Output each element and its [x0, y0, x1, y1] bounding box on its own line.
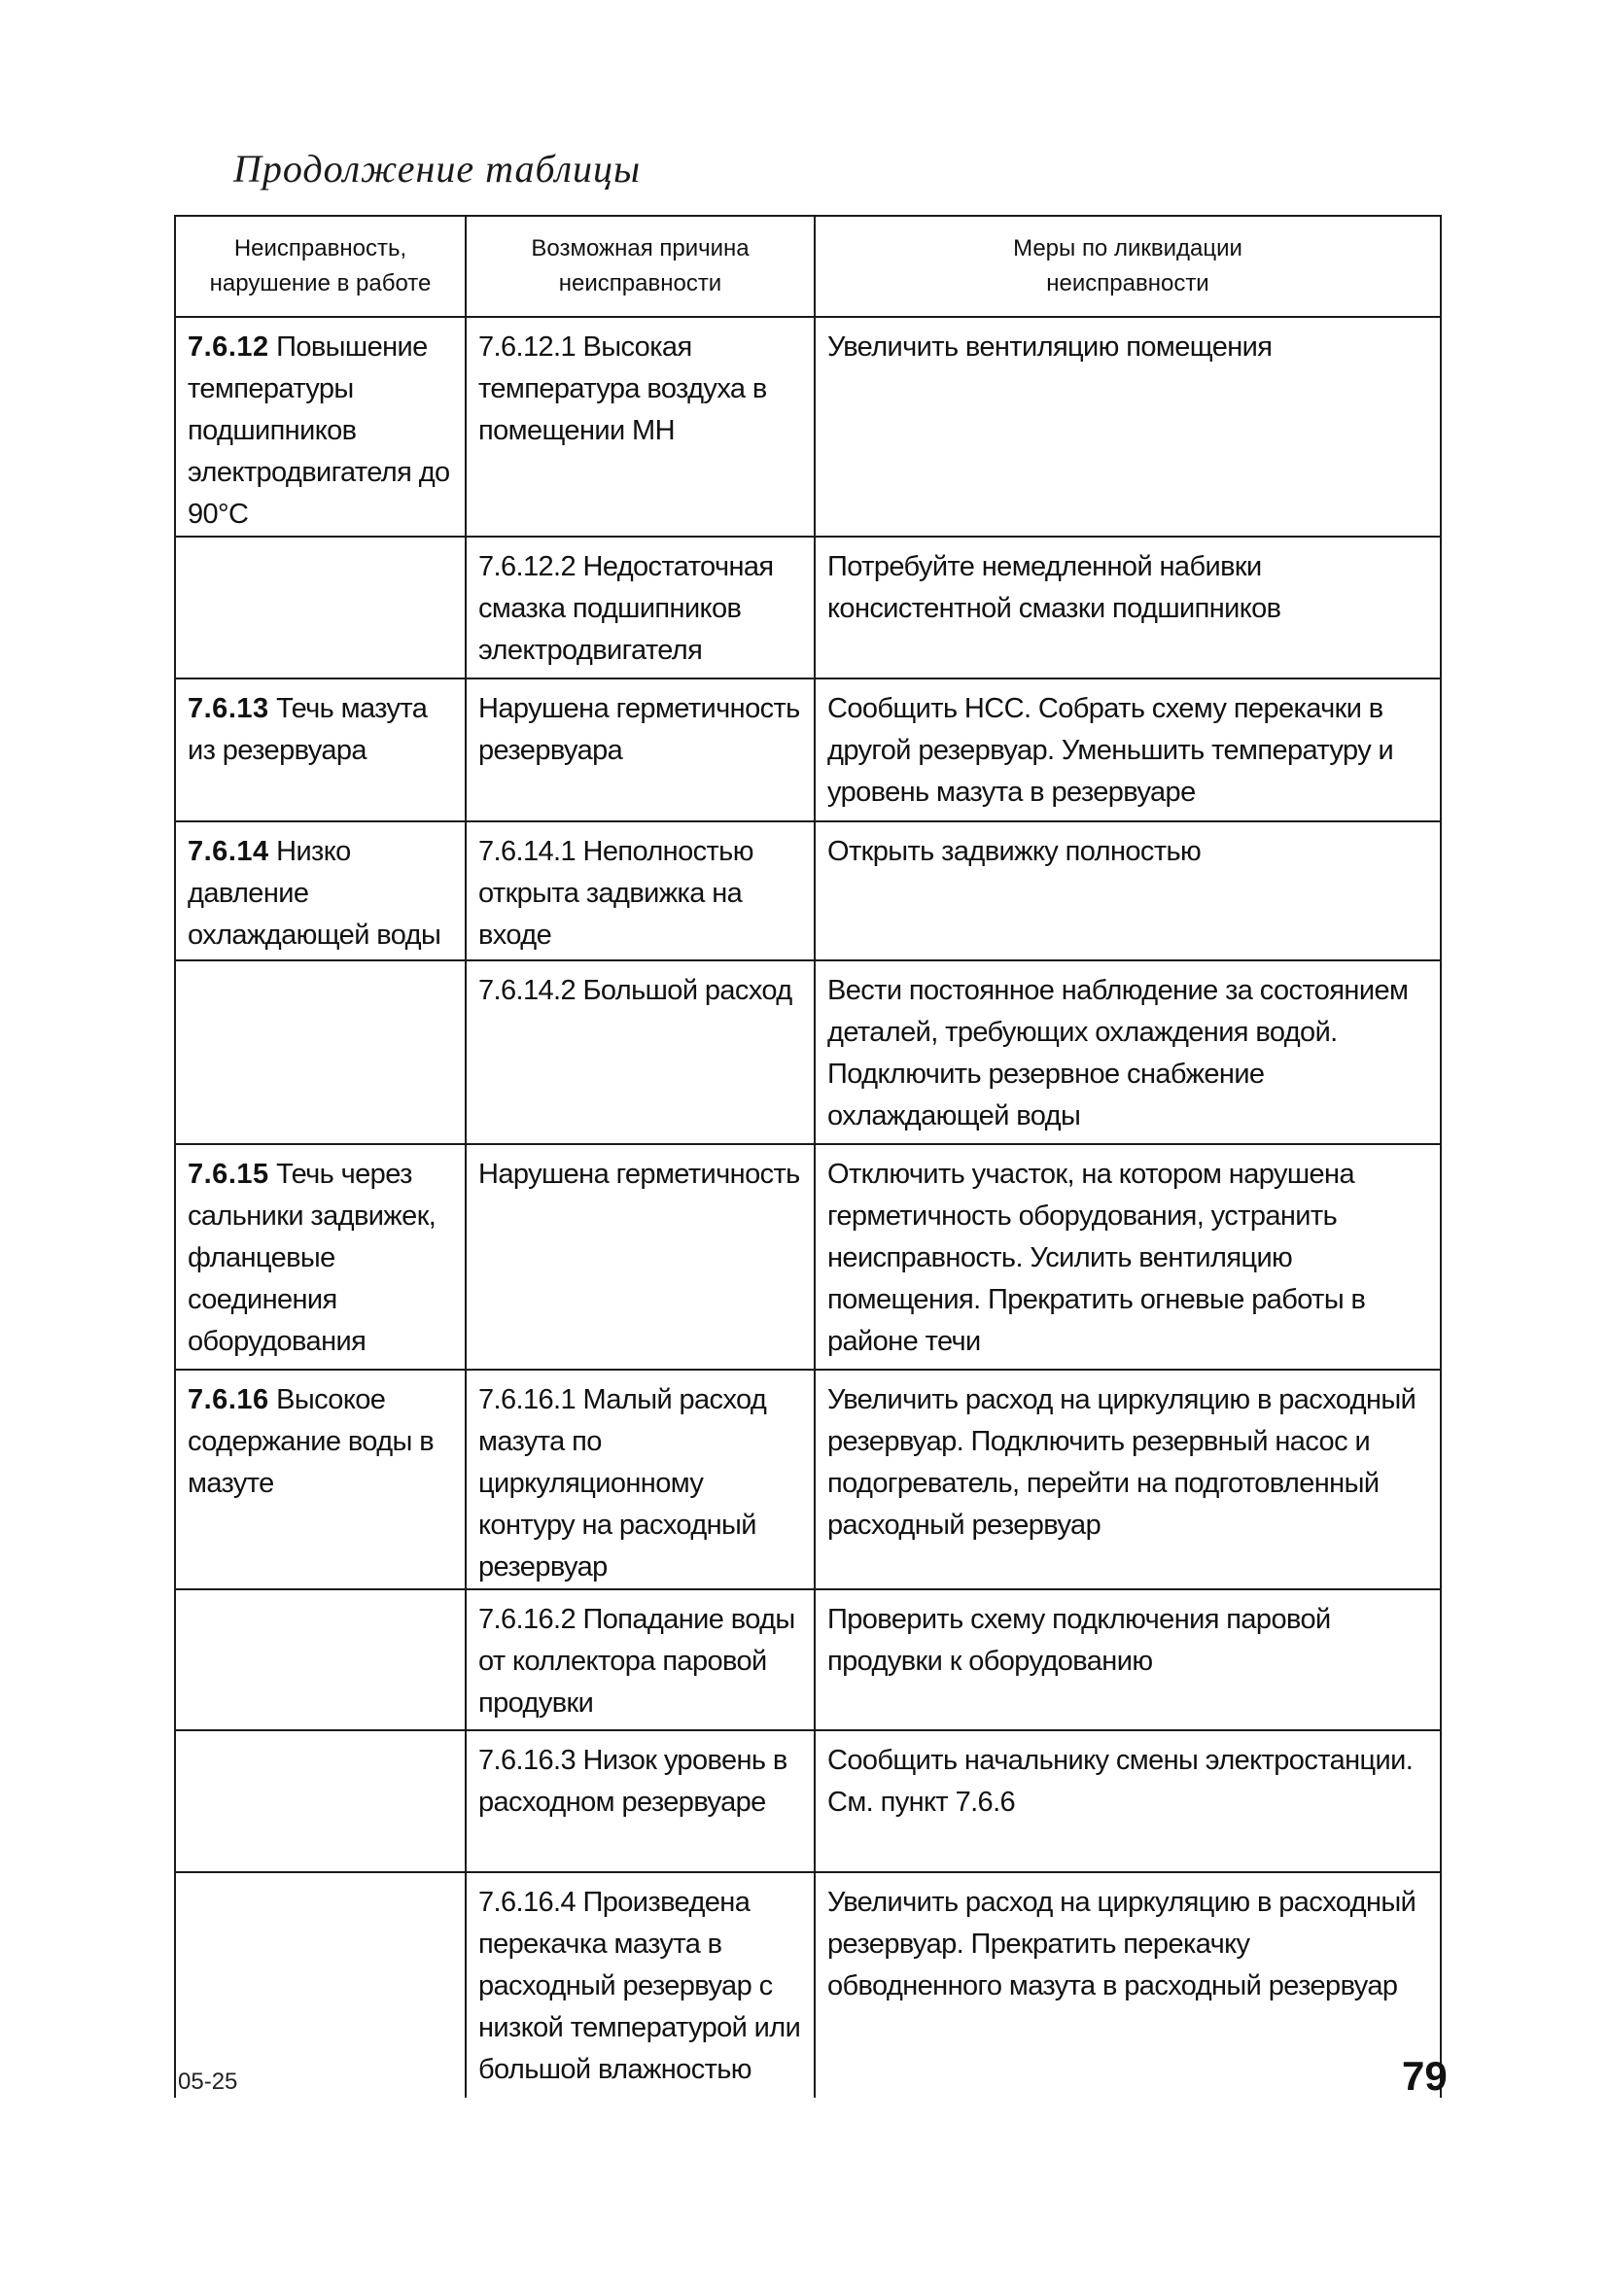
table-row	[175, 678, 1441, 821]
measures-cell: Проверить схему подключения паровой продувки к оборудованию	[815, 1589, 1441, 1730]
header-fault-line2: нарушение в работе	[209, 270, 432, 296]
table-row	[175, 537, 1441, 678]
table-row	[175, 1370, 1441, 1589]
cause-cell: 7.6.12.2 Недостаточная смазка подшипников электродвигателя	[466, 537, 815, 678]
fault-text: Течь через сальники задвижек, фланцевые соединения оборудования	[188, 1159, 437, 1357]
header-measures-line2: неисправности	[1046, 270, 1209, 296]
cause-cell: Нарушена герметичность	[466, 1144, 815, 1370]
cause-cell: 7.6.16.1 Малый расход мазута по циркуляционному контуру на расходный резервуар	[466, 1370, 815, 1589]
table-row	[175, 1872, 1441, 2098]
fault-cell	[175, 678, 466, 821]
fault-code: 7.6.15	[188, 1159, 269, 1190]
cause-cell: 7.6.16.4 Произведена перекачка мазута в расходный резервуар с низкой температурой или большой влажностью	[466, 1872, 815, 2098]
cause-cell: 7.6.14.1 Неполностью открыта задвижка на входе	[466, 821, 815, 960]
table-row	[175, 960, 1441, 1144]
header-cause	[466, 216, 815, 317]
header-fault-line1: Неисправность,	[233, 235, 407, 261]
fault-cell	[175, 821, 466, 960]
table-row	[175, 1589, 1441, 1730]
fault-cell	[175, 960, 466, 1144]
header-measures	[815, 216, 1441, 317]
measures-cell: Открыть задвижку полностью	[815, 821, 1441, 960]
cause-cell: 7.6.14.2 Большой расход	[466, 960, 815, 1144]
header-fault	[175, 216, 466, 317]
measures-cell: Отключить участок, на котором нарушена герметичность оборудования, устранить неисправность. Усилить вентиляцию помещения. Прекратить огневые работы в районе течи	[815, 1144, 1441, 1370]
fault-cell	[175, 317, 466, 537]
fault-table	[174, 215, 1442, 2098]
measures-cell: Вести постоянное наблюдение за состоянием деталей, требующих охлаждения водой. Подключить резервное снабжение охлаждающей воды	[815, 960, 1441, 1144]
header-cause-line1: Возможная причина	[531, 235, 750, 261]
table-header-row	[175, 216, 1441, 317]
fault-cell	[175, 1370, 466, 1589]
table-row	[175, 1730, 1441, 1872]
header-measures-line1: Меры по ликвидации	[1013, 235, 1242, 261]
fault-cell	[175, 1872, 466, 2098]
fault-text: Высокое содержание воды в мазуте	[188, 1384, 435, 1499]
measures-cell: Потребуйте немедленной набивки консистентной смазки подшипников	[815, 537, 1441, 678]
cause-cell: 7.6.16.3 Низок уровень в расходном резервуаре	[466, 1730, 815, 1872]
fault-code: 7.6.13	[188, 693, 269, 724]
table-row	[175, 1144, 1441, 1370]
cause-cell: 7.6.16.2 Попадание воды от коллектора паровой продувки	[466, 1589, 815, 1730]
table-caption: Продолжение таблицы	[233, 147, 642, 191]
measures-cell: Увеличить расход на циркуляцию в расходный резервуар. Прекратить перекачку обводненного мазута в расходный резервуар	[815, 1872, 1441, 2098]
fault-text: Течь мазута из резервуара	[188, 693, 428, 766]
fault-text: Повышение температуры подшипников электродвигателя до 90°С	[188, 331, 450, 530]
fault-cell	[175, 1589, 466, 1730]
measures-cell: Увеличить вентиляцию помещения	[815, 317, 1441, 537]
fault-cell	[175, 537, 466, 678]
cause-cell: Нарушена герметичность резервуара	[466, 678, 815, 821]
footer-code: 05-25	[178, 2069, 238, 2095]
fault-text: Низко давление охлаждающей воды	[188, 836, 441, 951]
page-number: 79	[1402, 2053, 1448, 2099]
table-row	[175, 317, 1441, 537]
fault-code: 7.6.14	[188, 836, 269, 867]
measures-cell: Сообщить начальнику смены электростанции. См. пункт 7.6.6	[815, 1730, 1441, 1872]
fault-code: 7.6.16	[188, 1384, 269, 1415]
header-cause-line2: неисправности	[558, 270, 722, 296]
fault-code: 7.6.12	[188, 331, 269, 363]
cause-cell: 7.6.12.1 Высокая температура воздуха в помещении МН	[466, 317, 815, 537]
measures-cell: Увеличить расход на циркуляцию в расходный резервуар. Подключить резервный насос и подогреватель, перейти на подготовленный расходный резервуар	[815, 1370, 1441, 1589]
table-row	[175, 821, 1441, 960]
fault-cell	[175, 1730, 466, 1872]
measures-cell: Сообщить НСС. Собрать схему перекачки в другой резервуар. Уменьшить температуру и уровень мазута в резервуаре	[815, 678, 1441, 821]
fault-cell	[175, 1144, 466, 1370]
